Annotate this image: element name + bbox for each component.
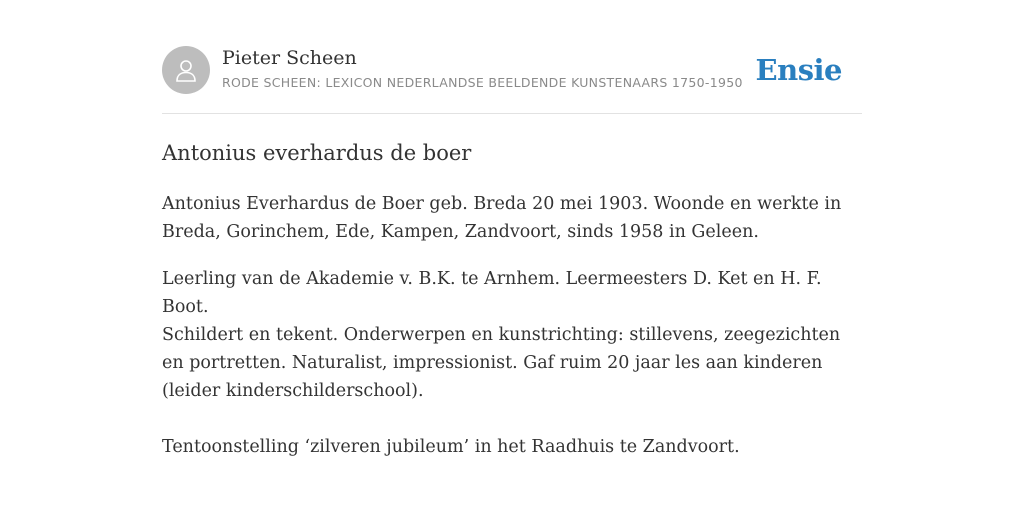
article-paragraph-3: Schildert en tekent. Onderwerpen en kunstrichting: stillevens, zeegezichten en portretten. Naturalist, impressionist. Gaf ruim 20 jaar les aan kinderen (leider kinderschilderschool). xyxy=(162,325,841,401)
article-paragraph-2: Leerling van de Akademie v. B.K. te Arnhem. Leermeesters D. Ket en H. F. Boot. xyxy=(162,269,822,317)
article-paragraph-1: Antonius Everhardus de Boer geb. Breda 20 mei 1903. Woonde en werkte in Breda, Gorinchem, Ede, Kampen, Zandvoort, sinds 1958 in Geleen. xyxy=(162,194,842,242)
article-title: Antonius everhardus de boer xyxy=(162,141,472,165)
article-paragraph-4: Tentoonstelling ‘zilveren jubileum’ in het Raadhuis te Zandvoort. xyxy=(162,437,740,457)
user-icon xyxy=(173,57,199,83)
brand-logo[interactable]: Ensie xyxy=(755,53,842,87)
divider xyxy=(162,113,862,114)
source-label[interactable]: RODE SCHEEN: LEXICON NEDERLANDSE BEELDENDE KUNSTENAARS 1750-1950 xyxy=(222,75,743,90)
header xyxy=(162,46,862,96)
author-name[interactable]: Pieter Scheen xyxy=(222,47,357,69)
avatar[interactable] xyxy=(162,46,210,94)
